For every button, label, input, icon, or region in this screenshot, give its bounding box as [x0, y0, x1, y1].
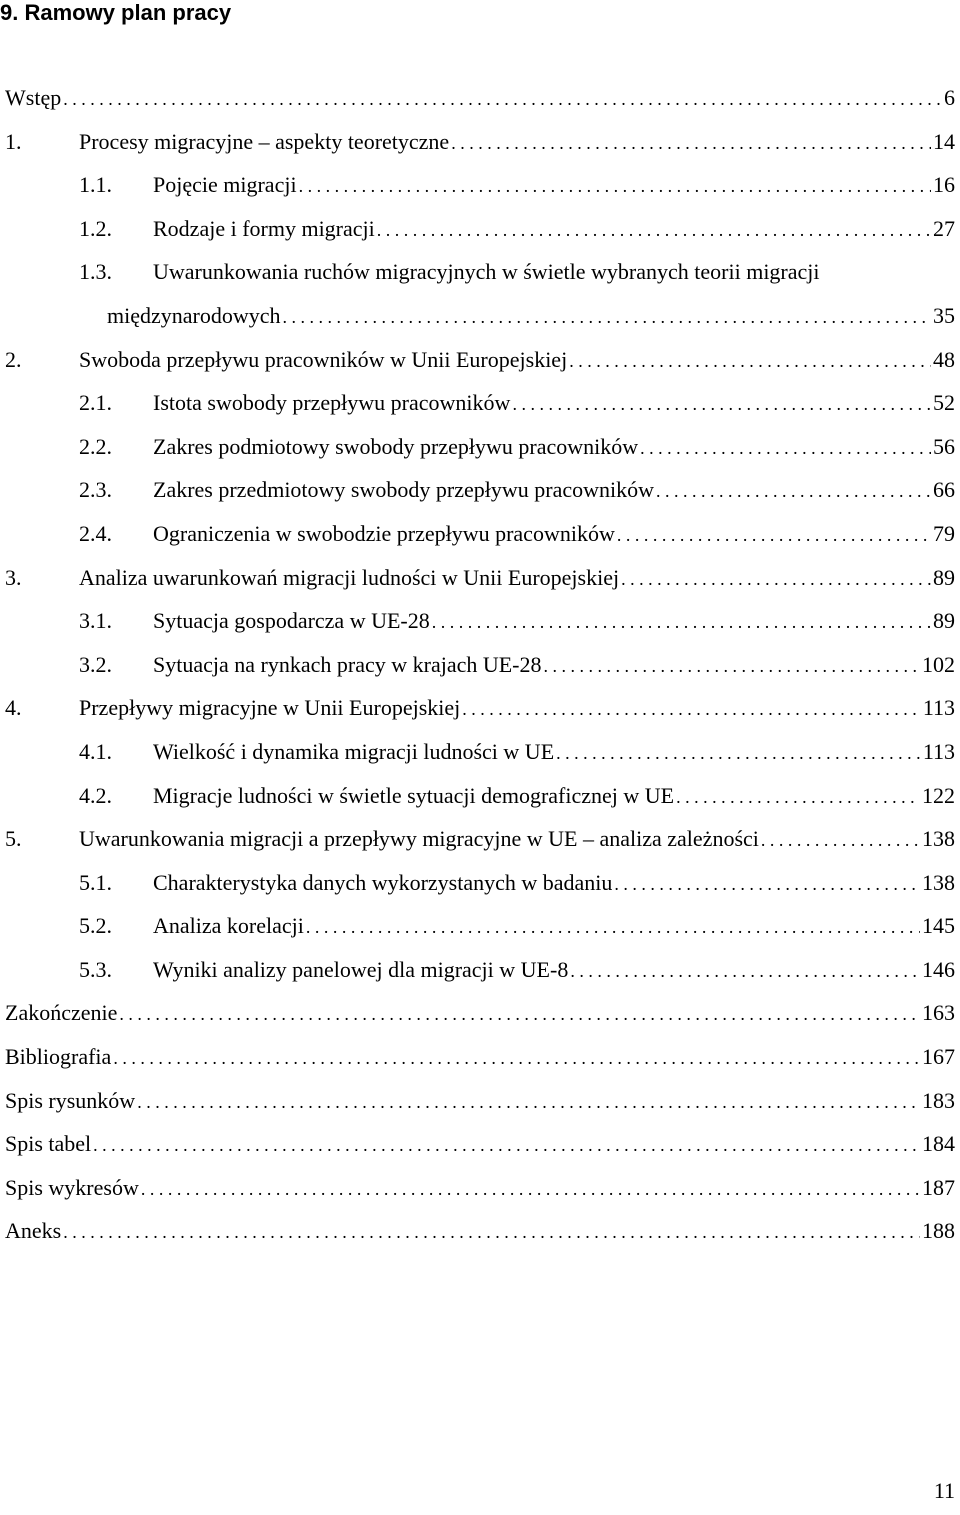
toc-entry-page: 89 — [933, 608, 955, 634]
toc-entry[interactable] — [0, 991, 960, 1035]
toc-entry-page: 145 — [922, 913, 955, 939]
toc-entry-title: Zakres przedmiotowy swobody przepływu pracowników — [153, 477, 654, 503]
toc-entry-title: Spis tabel — [5, 1131, 92, 1157]
toc-entry-page: 27 — [933, 215, 955, 241]
toc-entry-number: 5.1. — [79, 869, 112, 895]
toc-entry-page: 138 — [922, 869, 955, 895]
toc-entry-page: 35 — [933, 302, 955, 328]
toc-entry-title: Bibliografia — [5, 1044, 112, 1070]
toc-entry-title: Pojęcie migracji — [153, 172, 297, 198]
toc-entry[interactable] — [0, 425, 960, 469]
toc-entry[interactable] — [0, 1079, 960, 1123]
toc-entry-title: Wstęp — [5, 85, 62, 110]
toc-entry[interactable] — [0, 1209, 960, 1253]
toc-entry[interactable] — [0, 163, 960, 207]
toc-entry-page: 48 — [933, 346, 955, 372]
toc-entry-page: 188 — [922, 1218, 955, 1244]
page-heading: 9. Ramowy plan pracy — [0, 0, 232, 25]
toc-leader — [544, 644, 920, 688]
toc-entry-title: Analiza korelacji — [153, 913, 304, 939]
toc-entry-number: 1.2. — [79, 215, 112, 241]
toc-entry-title: Przepływy migracyjne w Unii Europejskiej — [79, 695, 461, 721]
toc-leader — [640, 426, 931, 470]
toc-entry-number: 5.3. — [79, 956, 112, 982]
toc-leader — [614, 862, 920, 906]
toc-entry[interactable] — [0, 1166, 960, 1210]
toc-entry-page: 16 — [933, 172, 955, 198]
toc-entry-page: 184 — [922, 1131, 955, 1157]
toc-entry-page: 66 — [933, 477, 955, 503]
toc-entry-page: 14 — [933, 128, 955, 154]
toc-entry[interactable] — [0, 468, 960, 512]
toc-entry-number: 2.2. — [79, 433, 112, 459]
toc-entry-page: 167 — [922, 1044, 955, 1070]
toc-leader — [119, 992, 920, 1036]
toc-entry-number: 3.1. — [79, 608, 112, 634]
toc-leader — [283, 295, 932, 339]
toc-entry-page: 113 — [922, 695, 955, 721]
toc-leader — [512, 382, 931, 426]
toc-entry[interactable] — [0, 948, 960, 992]
toc-entry-title: Procesy migracyjne – aspekty teoretyczne — [79, 128, 450, 154]
toc-entry-number: 4.2. — [79, 782, 112, 808]
toc-leader — [63, 77, 942, 121]
toc-entry-page: 89 — [933, 564, 955, 590]
toc-entry-title: Spis rysunków — [5, 1087, 136, 1113]
toc-entry[interactable] — [0, 338, 960, 382]
toc-leader — [137, 1080, 920, 1124]
toc-leader — [141, 1167, 920, 1211]
toc-entry[interactable] — [0, 512, 960, 556]
toc-entry-title: Istota swobody przepływu pracowników — [153, 390, 511, 416]
toc-entry-title: Uwarunkowania ruchów migracyjnych w świetle wybranych teorii migracji — [153, 259, 820, 285]
toc-leader — [299, 164, 931, 208]
toc-entry[interactable] — [0, 817, 960, 861]
toc-entry-page: 146 — [922, 956, 955, 982]
toc-entry[interactable] — [0, 76, 960, 120]
toc-leader — [656, 469, 931, 513]
toc-entry[interactable] — [0, 686, 960, 730]
toc-entry-number: 5.2. — [79, 913, 112, 939]
toc-entry-page: 183 — [922, 1087, 955, 1113]
toc-entry-page: 79 — [933, 520, 955, 546]
toc-entry[interactable] — [0, 861, 960, 905]
toc-leader — [462, 687, 921, 731]
toc-entry-title: Uwarunkowania migracji a przepływy migracyjne w UE – analiza zależności — [79, 826, 759, 852]
toc-entry-number: 2.3. — [79, 477, 112, 503]
toc-entry[interactable] — [0, 730, 960, 774]
toc-entry-page: 138 — [922, 826, 955, 852]
toc-entry[interactable] — [0, 904, 960, 948]
toc-entry-title: Aneks — [5, 1218, 62, 1244]
toc-leader — [570, 949, 920, 993]
toc-entry-number: 3.2. — [79, 651, 112, 677]
toc-leader — [621, 557, 931, 601]
toc-entry[interactable] — [0, 207, 960, 251]
toc-entry[interactable] — [0, 381, 960, 425]
toc-entry[interactable] — [0, 774, 960, 818]
toc-leader — [93, 1123, 920, 1167]
toc-entry-title: Ograniczenia w swobodzie przepływu pracowników — [153, 520, 615, 546]
toc-entry-number: 2. — [5, 346, 22, 372]
toc-leader — [451, 121, 931, 165]
toc-entry-title: Charakterystyka danych wykorzystanych w badaniu — [153, 869, 613, 895]
toc-entry-page: 102 — [922, 651, 955, 677]
toc-entry-title: międzynarodowych — [107, 302, 281, 328]
toc-entry-title: Wyniki analizy panelowej dla migracji w UE-8 — [153, 956, 569, 982]
toc-entry-number: 1.3. — [79, 259, 112, 285]
toc-leader — [63, 1210, 920, 1254]
toc-entry[interactable] — [0, 643, 960, 687]
toc-entry[interactable] — [0, 1122, 960, 1166]
toc-entry[interactable] — [0, 120, 960, 164]
toc-entry-title: Analiza uwarunkowań migracji ludności w Unii Europejskiej — [79, 564, 620, 590]
toc-entry-title: Sytuacja gospodarcza w UE-28 — [153, 608, 430, 634]
toc-entry-continuation[interactable] — [0, 294, 960, 338]
toc-leader — [432, 600, 931, 644]
toc-entry-title: Rodzaje i formy migracji — [153, 215, 375, 241]
toc-entry-page: 113 — [922, 738, 955, 764]
toc-entry-number: 1. — [5, 128, 22, 154]
toc-entry-page: 187 — [922, 1174, 955, 1200]
toc-entry-number: 1.1. — [79, 172, 112, 198]
toc-entry-page: 6 — [944, 85, 955, 110]
toc-entry-title: Migracje ludności w świetle sytuacji demograficznej w UE — [153, 782, 675, 808]
toc-entry-title: Spis wykresów — [5, 1174, 139, 1200]
toc-entry-number: 4. — [5, 695, 22, 721]
toc-entry-title: Sytuacja na rynkach pracy w krajach UE-28 — [153, 651, 542, 677]
toc-entry-page: 122 — [922, 782, 955, 808]
toc-entry-number: 4.1. — [79, 738, 112, 764]
toc-leader — [306, 905, 920, 949]
toc-leader — [617, 513, 931, 557]
toc-leader — [569, 339, 931, 383]
toc-leader — [113, 1036, 920, 1080]
toc-entry-title: Wielkość i dynamika migracji ludności w UE — [153, 738, 555, 764]
toc-entry-number: 3. — [5, 564, 22, 590]
toc-entry-number: 2.4. — [79, 520, 112, 546]
toc-entry-page: 52 — [933, 390, 955, 416]
toc-entry-title: Zakończenie — [5, 1000, 118, 1026]
toc-entry-number: 5. — [5, 826, 22, 852]
toc-leader — [676, 775, 920, 819]
toc-leader — [377, 208, 931, 252]
toc-leader — [761, 818, 920, 862]
page-number: 11 — [933, 1478, 955, 1503]
table-of-contents — [0, 76, 960, 1253]
toc-entry-page: 56 — [933, 433, 955, 459]
toc-entry[interactable] — [0, 556, 960, 600]
toc-entry-number: 2.1. — [79, 390, 112, 416]
toc-entry-title: Swoboda przepływu pracowników w Unii Europejskiej — [79, 346, 568, 372]
toc-leader — [556, 731, 921, 775]
toc-entry[interactable] — [0, 599, 960, 643]
toc-entry[interactable] — [0, 250, 960, 294]
toc-entry[interactable] — [0, 1035, 960, 1079]
toc-entry-title: Zakres podmiotowy swobody przepływu pracowników — [153, 433, 639, 459]
toc-entry-page: 163 — [922, 1000, 955, 1026]
